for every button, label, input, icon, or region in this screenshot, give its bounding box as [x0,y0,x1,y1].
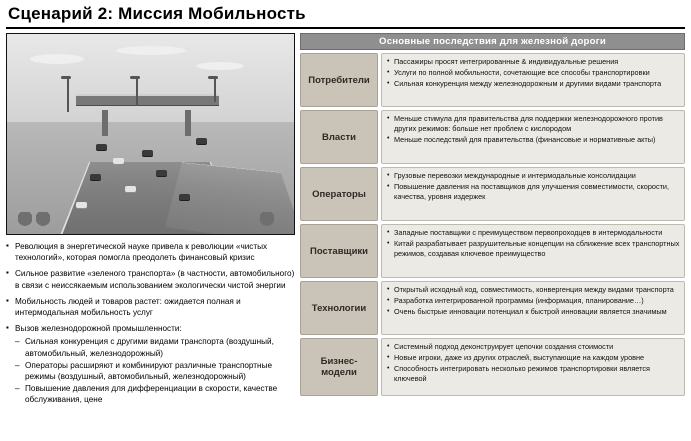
list-item [387,239,680,258]
row-label-consumers [300,53,378,107]
row-item-text: Очень быстрые инновации потенциал к быстрой инновации является значимым [394,307,667,317]
bullet-text: Сильное развитие «зеленого транспорта» (в частности, автомобильного) в связи с неиссякаемым использованием экологически чистой энергии [15,269,295,290]
sub-bullet-text: Сильная конкуренция с другими видами транспорта (воздушный, автомобильный, железнодорожный) [25,337,274,358]
row-label-suppliers [300,224,378,278]
list-item [387,342,680,352]
car-icon [196,138,207,144]
list-item [387,68,680,78]
car-icon [125,186,136,192]
list-item [387,364,680,383]
street-lamp-icon [136,78,138,106]
cloud-icon [30,54,84,64]
car-icon [96,144,107,150]
list-item [6,296,295,318]
row-item-text: Пассажиры просят интегрированные & индивидуальные решения [394,57,619,66]
tree-icon [260,212,274,230]
row-body-authorities [381,110,685,164]
row-item-text: Услуги по полной мобильности, сочетающие все способы транспортировки [394,68,650,78]
street-lamp-icon [67,78,69,112]
page-title-text: Сценарий 2: Миссия Мобильность [8,4,306,23]
list-item [387,182,680,201]
bullet-text: Мобильность людей и товаров растет: ожидается полная и интермодальная мобильность услуг [15,296,241,318]
row-label-text: Потребители [308,74,370,86]
row-label-authorities [300,110,378,164]
row-label-text: Бизнес-модели [320,356,358,378]
street-lamp-icon [214,78,216,102]
table-row [300,281,685,335]
right-column [300,33,685,396]
row-item-text: Грузовые перевозки международные и интермодальные консолидации [394,171,636,180]
list-item [387,79,680,89]
list-item [387,307,680,317]
bullet-text: Вызов железнодорожной промышленности: [15,324,182,334]
list-item [6,268,295,290]
cloud-icon [116,46,186,55]
row-item-text: Меньше стимула для правительства для поддержки железнодорожного против других режимов: больше нет проблем с кислородом [394,114,663,133]
row-item-text: Открытый исходный код, совместимость, конвергенция между видами транспорта [394,285,674,294]
bullet-text: Революция в энергетической науке привела к революции «чистых технологий», которая помогла преодолеть финансовый кризис [15,242,268,263]
sub-list-item [15,360,295,382]
row-label-text: Технологии [311,302,367,314]
list-item [387,57,680,67]
row-label-business-models [300,338,378,396]
sub-list-item [15,336,295,358]
sub-bullet-text: Повышение давления для дифференциации в скорости, качестве обслуживания, цене [25,384,278,405]
list-item [387,114,680,133]
tree-icon [18,212,32,230]
car-icon [142,150,153,156]
row-item-text: Повышение давления на поставщиков для улучшения совместимости, скорости, качества, уровня издержек [394,182,670,201]
table-row [300,53,685,107]
left-bullet-list [6,241,295,406]
implications-banner-text: Основные последствия для железной дороги [379,36,606,47]
implications-rows [300,53,685,396]
list-item [387,353,680,363]
row-item-text: Сильная конкуренция между железнодорожным и другими видами транспорта [394,79,662,89]
list-item [6,241,295,263]
row-item-text: Системный подход деконструирует цепочки создания стоимости [394,342,614,351]
car-icon [156,170,167,176]
list-item [387,228,680,238]
title-divider [6,27,685,29]
list-item [387,135,680,145]
bridge-pylon [102,110,108,136]
row-label-text: Поставщики [309,245,369,257]
list-item [6,323,295,405]
row-body-operators [381,167,685,221]
overpass-bridge [76,94,220,106]
row-body-technologies [381,281,685,335]
highway-traffic-illustration [6,33,295,235]
sub-bullet-list [15,336,295,405]
row-body-suppliers [381,224,685,278]
row-item-text: Новые игроки, даже из других отраслей, выступающие на каждом уровне [394,353,645,363]
sub-bullet-text: Операторы расширяют и комбинируют различные транспортные режимы (воздушный, автомобильный, железнодорожный) [25,360,273,382]
page-title [0,0,691,28]
sub-list-item [15,383,295,405]
left-column [6,33,295,435]
row-item-text: Западные поставщики с преимуществом первопроходцев в интермодальности [394,228,663,237]
row-item-text: Способность интегрировать несколько режимов транспортировки является ключевой [394,364,650,383]
car-icon [90,174,101,180]
table-row [300,224,685,278]
row-item-text: Разработка интегрированной программы (информация, планирование…) [394,296,644,306]
car-icon [113,158,124,164]
row-body-consumers [381,53,685,107]
row-label-text: Власти [322,131,356,143]
table-row [300,338,685,396]
tree-icon [36,212,50,230]
table-row [300,110,685,164]
row-label-text: Операторы [312,188,366,200]
row-body-business-models [381,338,685,396]
list-item [387,171,680,181]
car-icon [76,202,87,208]
car-icon [179,194,190,200]
row-label-operators [300,167,378,221]
table-row [300,167,685,221]
row-item-text: Меньше последствий для правительства (финансовые и нормативные акты) [394,134,656,144]
implications-banner [300,33,685,50]
bridge-pylon [185,110,191,136]
row-item-text: Китай разрабатывает разрушительные концепции на сближение всех транспортных режимов, создавая ключевое преимущество [394,239,680,258]
list-item [387,296,680,306]
list-item [387,285,680,295]
row-label-technologies [300,281,378,335]
